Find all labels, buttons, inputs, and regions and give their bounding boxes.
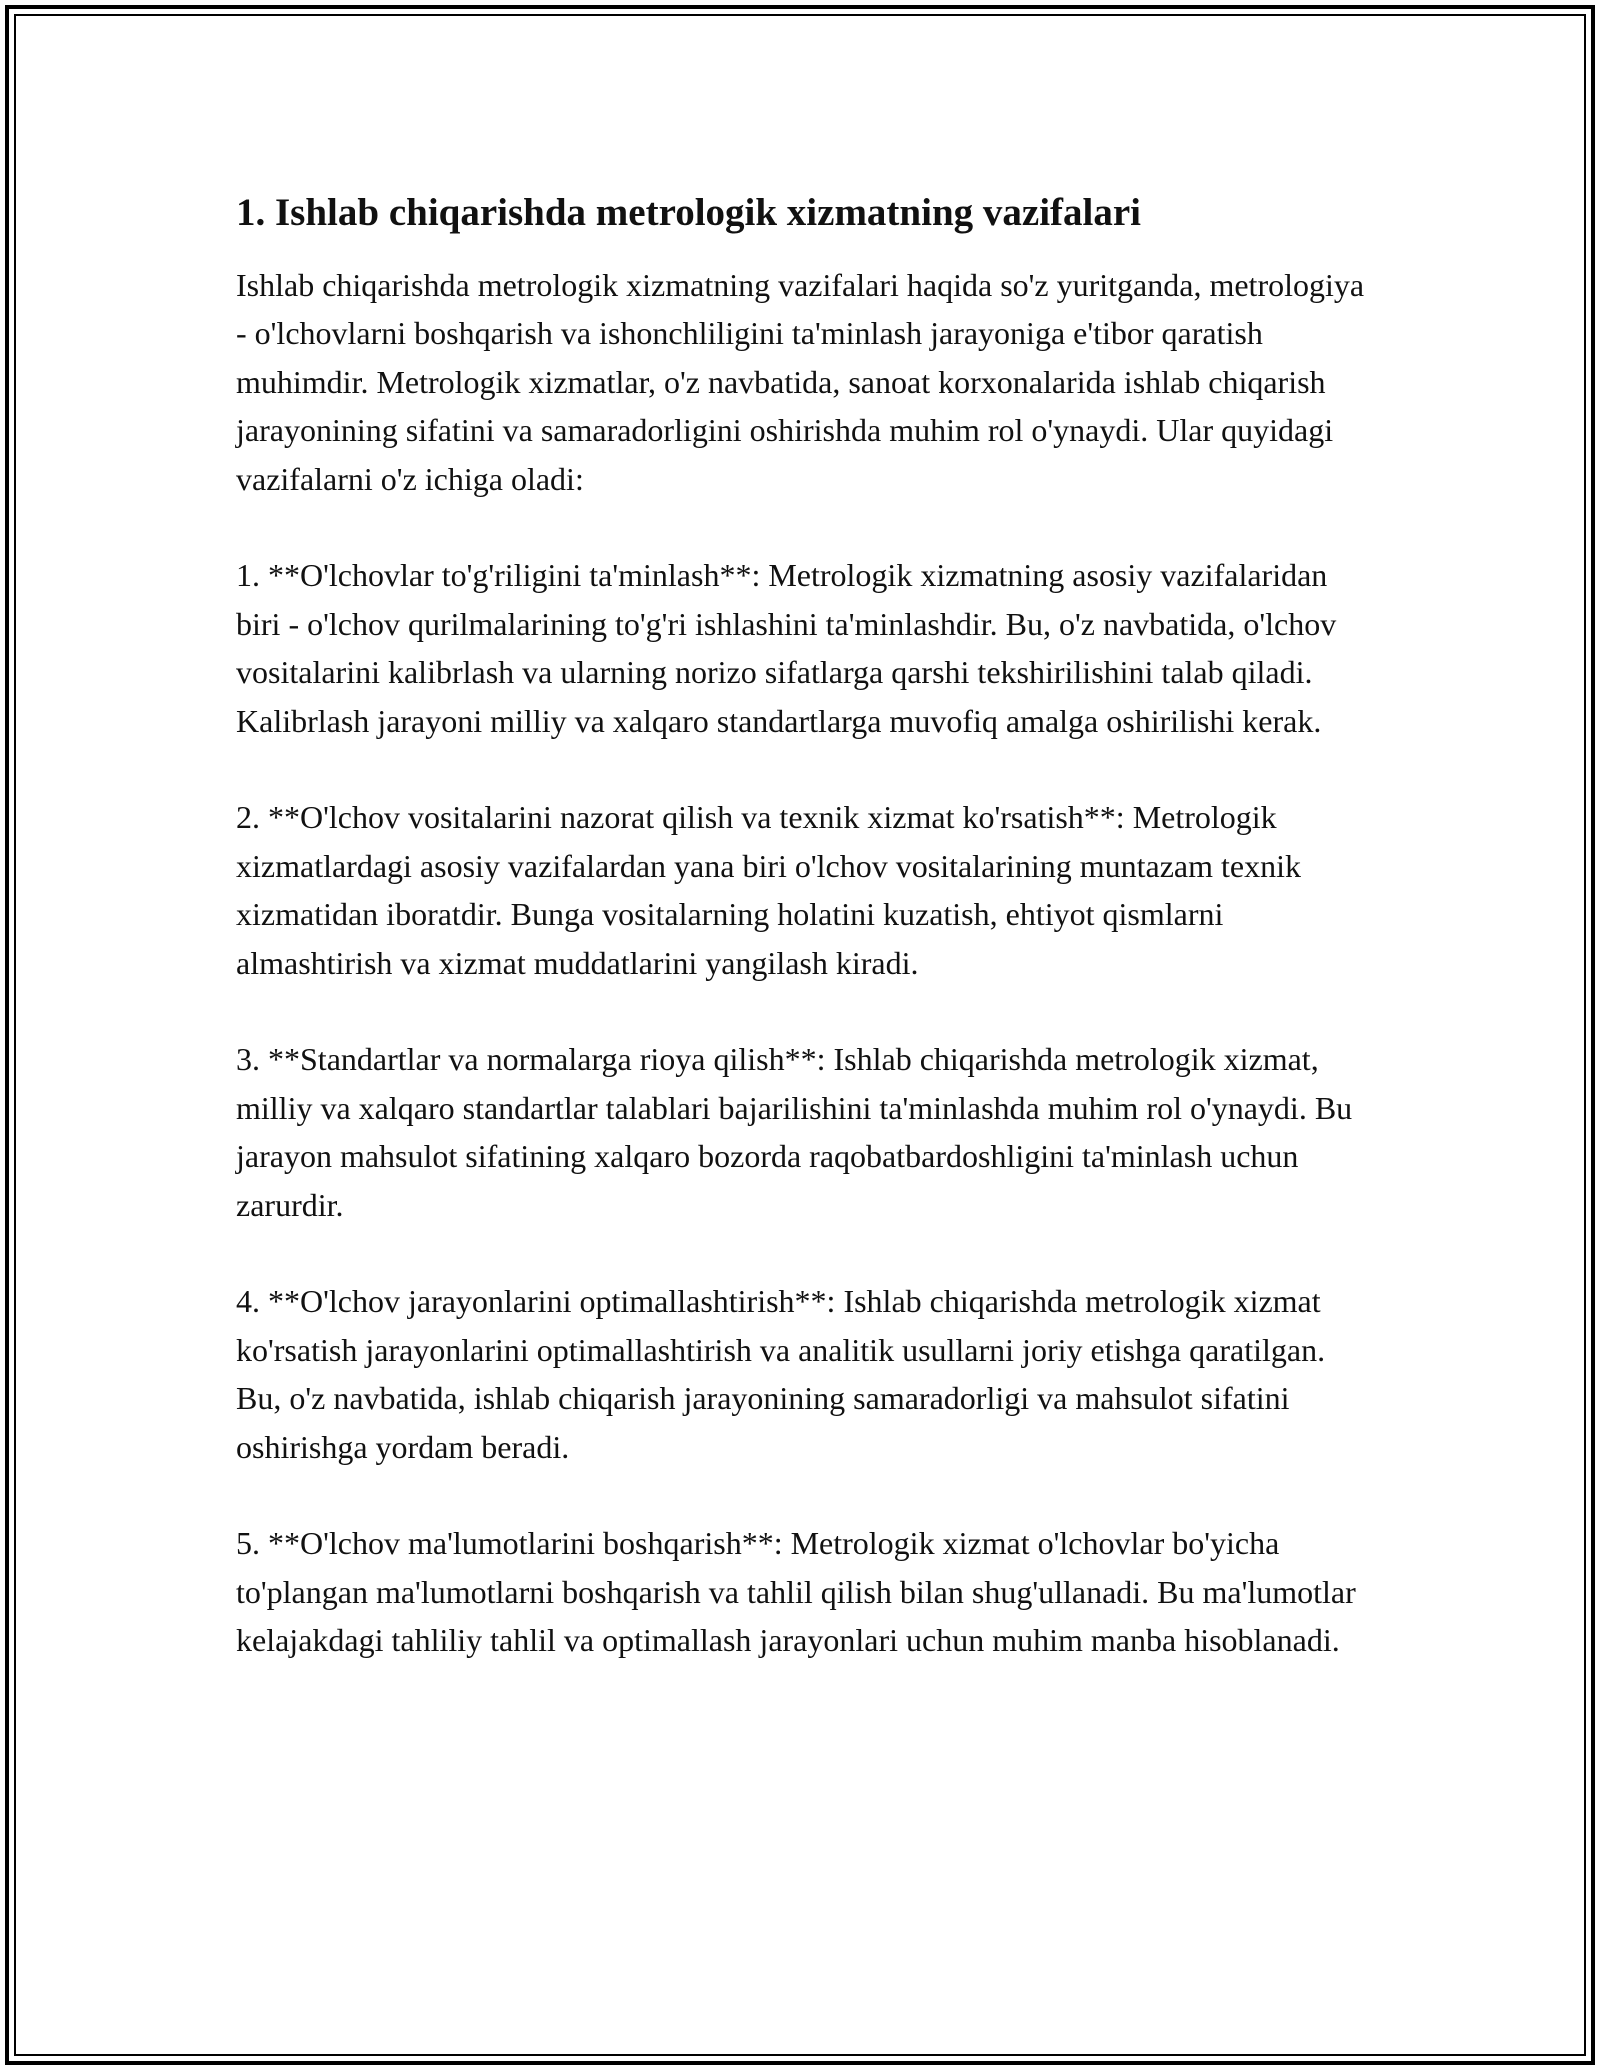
document-body	[236, 185, 1376, 1713]
list-item-1-paragraph: 1. **O'lchovlar to'g'riligini ta'minlash**: Metrologik xizmatning asosiy vazifalaridan biri - o'lchov qurilmalarining to'g'ri ishlashini ta'minlashdir. Bu, o'z navbatida, o'lchov vositalarini kalibrlash va ularning norizo sifatlarga qarshi tekshirilishini talab qiladi. Kalibrlash jarayoni milliy va xalqaro standartlarga muvofiq amalga oshirilishi kerak.	[236, 557, 1337, 739]
page-title: 1. Ishlab chiqarishda metrologik xizmatning vazifalari	[236, 191, 1141, 234]
list-item-4-paragraph: 4. **O'lchov jarayonlarini optimallashtirish**: Ishlab chiqarishda metrologik xizmat ko'rsatish jarayonlarini optimallashtirish va analitik usullarni joriy etishga qaratilgan. Bu, o'z navbatida, ishlab chiqarish jarayonining samaradorligi va mahsulot sifatini oshirishga yordam beradi.	[236, 1283, 1326, 1465]
intro-paragraph: Ishlab chiqarishda metrologik xizmatning vazifalari haqida so'z yuritganda, metrologiya - o'lchovlarni boshqarish va ishonchliligini ta'minlash jarayoniga e'tibor qaratish muhimdir. Metrologik xizmatlar, o'z navbatida, sanoat korxonalarida ishlab chiqarish jarayonining sifatini va samaradorligini oshirishda muhim rol o'ynaydi. Ular quyidagi vazifalarni o'z ichiga oladi:	[236, 267, 1365, 497]
list-item-3-paragraph: 3. **Standartlar va normalarga rioya qilish**: Ishlab chiqarishda metrologik xizmat, milliy va xalqaro standartlar talablari bajarilishini ta'minlashda muhim rol o'ynaydi. Bu jarayon mahsulot sifatining xalqaro bozorda raqobatbardoshligini ta'minlash uchun zarurdir.	[236, 1041, 1353, 1223]
list-item-2-paragraph: 2. **O'lchov vositalarini nazorat qilish va texnik xizmat ko'rsatish**: Metrologik xizmatlardagi asosiy vazifalardan yana biri o'lchov vositalarining muntazam texnik xizmatidan iboratdir. Bunga vositalarning holatini kuzatish, ehtiyot qismlarni almashtirish va xizmat muddatlarini yangilash kiradi.	[236, 799, 1301, 981]
list-item-5-paragraph: 5. **O'lchov ma'lumotlarini boshqarish**: Metrologik xizmat o'lchovlar bo'yicha to'plangan ma'lumotlarni boshqarish va tahlil qilish bilan shug'ullanadi. Bu ma'lumotlar kelajakdagi tahliliy tahlil va optimallash jarayonlari uchun muhim manba hisoblanadi.	[236, 1525, 1356, 1659]
